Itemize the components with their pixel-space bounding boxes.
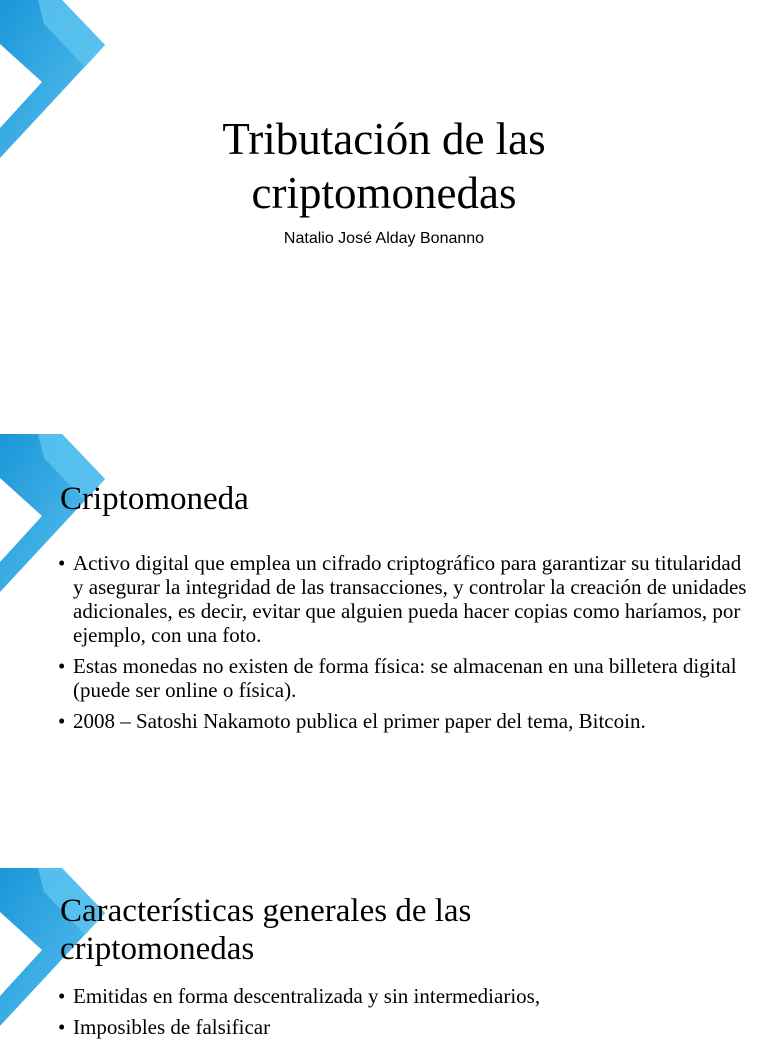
bullet-text: Imposibles de falsificar bbox=[73, 1015, 271, 1039]
heading-line-2: criptomonedas bbox=[60, 931, 255, 967]
bullet-text: Estas monedas no existen de forma física: se almacenan en una billetera digital (puede ser online o física). bbox=[73, 654, 737, 702]
bullet-list bbox=[58, 551, 748, 740]
caracteristicas-slide bbox=[0, 868, 768, 1039]
list-item bbox=[58, 1015, 748, 1039]
title-line-1: Tributación de las bbox=[222, 114, 546, 164]
slide-heading: Criptomoneda bbox=[60, 481, 249, 517]
criptomoneda-slide bbox=[0, 434, 768, 866]
heading-line-1: Características generales de las bbox=[60, 893, 472, 929]
list-item bbox=[58, 709, 748, 733]
slide-heading bbox=[60, 892, 471, 968]
bullet-icon: • bbox=[58, 551, 66, 575]
list-item bbox=[58, 984, 748, 1008]
bullet-text: 2008 – Satoshi Nakamoto publica el primer paper del tema, Bitcoin. bbox=[73, 709, 646, 733]
list-item bbox=[58, 654, 748, 702]
bullet-icon: • bbox=[58, 654, 66, 678]
presentation-title bbox=[0, 112, 768, 220]
bullet-icon: • bbox=[58, 1015, 66, 1039]
title-slide bbox=[0, 0, 768, 432]
bullet-icon: • bbox=[58, 984, 66, 1008]
author-subtitle: Natalio José Alday Bonanno bbox=[283, 230, 485, 247]
title-line-2: criptomonedas bbox=[251, 168, 517, 218]
list-item bbox=[58, 551, 748, 647]
bullet-list bbox=[58, 984, 748, 1046]
bullet-icon: • bbox=[58, 709, 66, 733]
bullet-text: Emitidas en forma descentralizada y sin intermediarios, bbox=[73, 984, 541, 1008]
bullet-text: Activo digital que emplea un cifrado criptográfico para garantizar su titularidad y asegurar la integridad de las transacciones, y controlar la creación de unidades adicionales, es decir, evitar que alguien pueda hacer copias como haríamos, por ejemplo, con una foto. bbox=[73, 551, 747, 647]
